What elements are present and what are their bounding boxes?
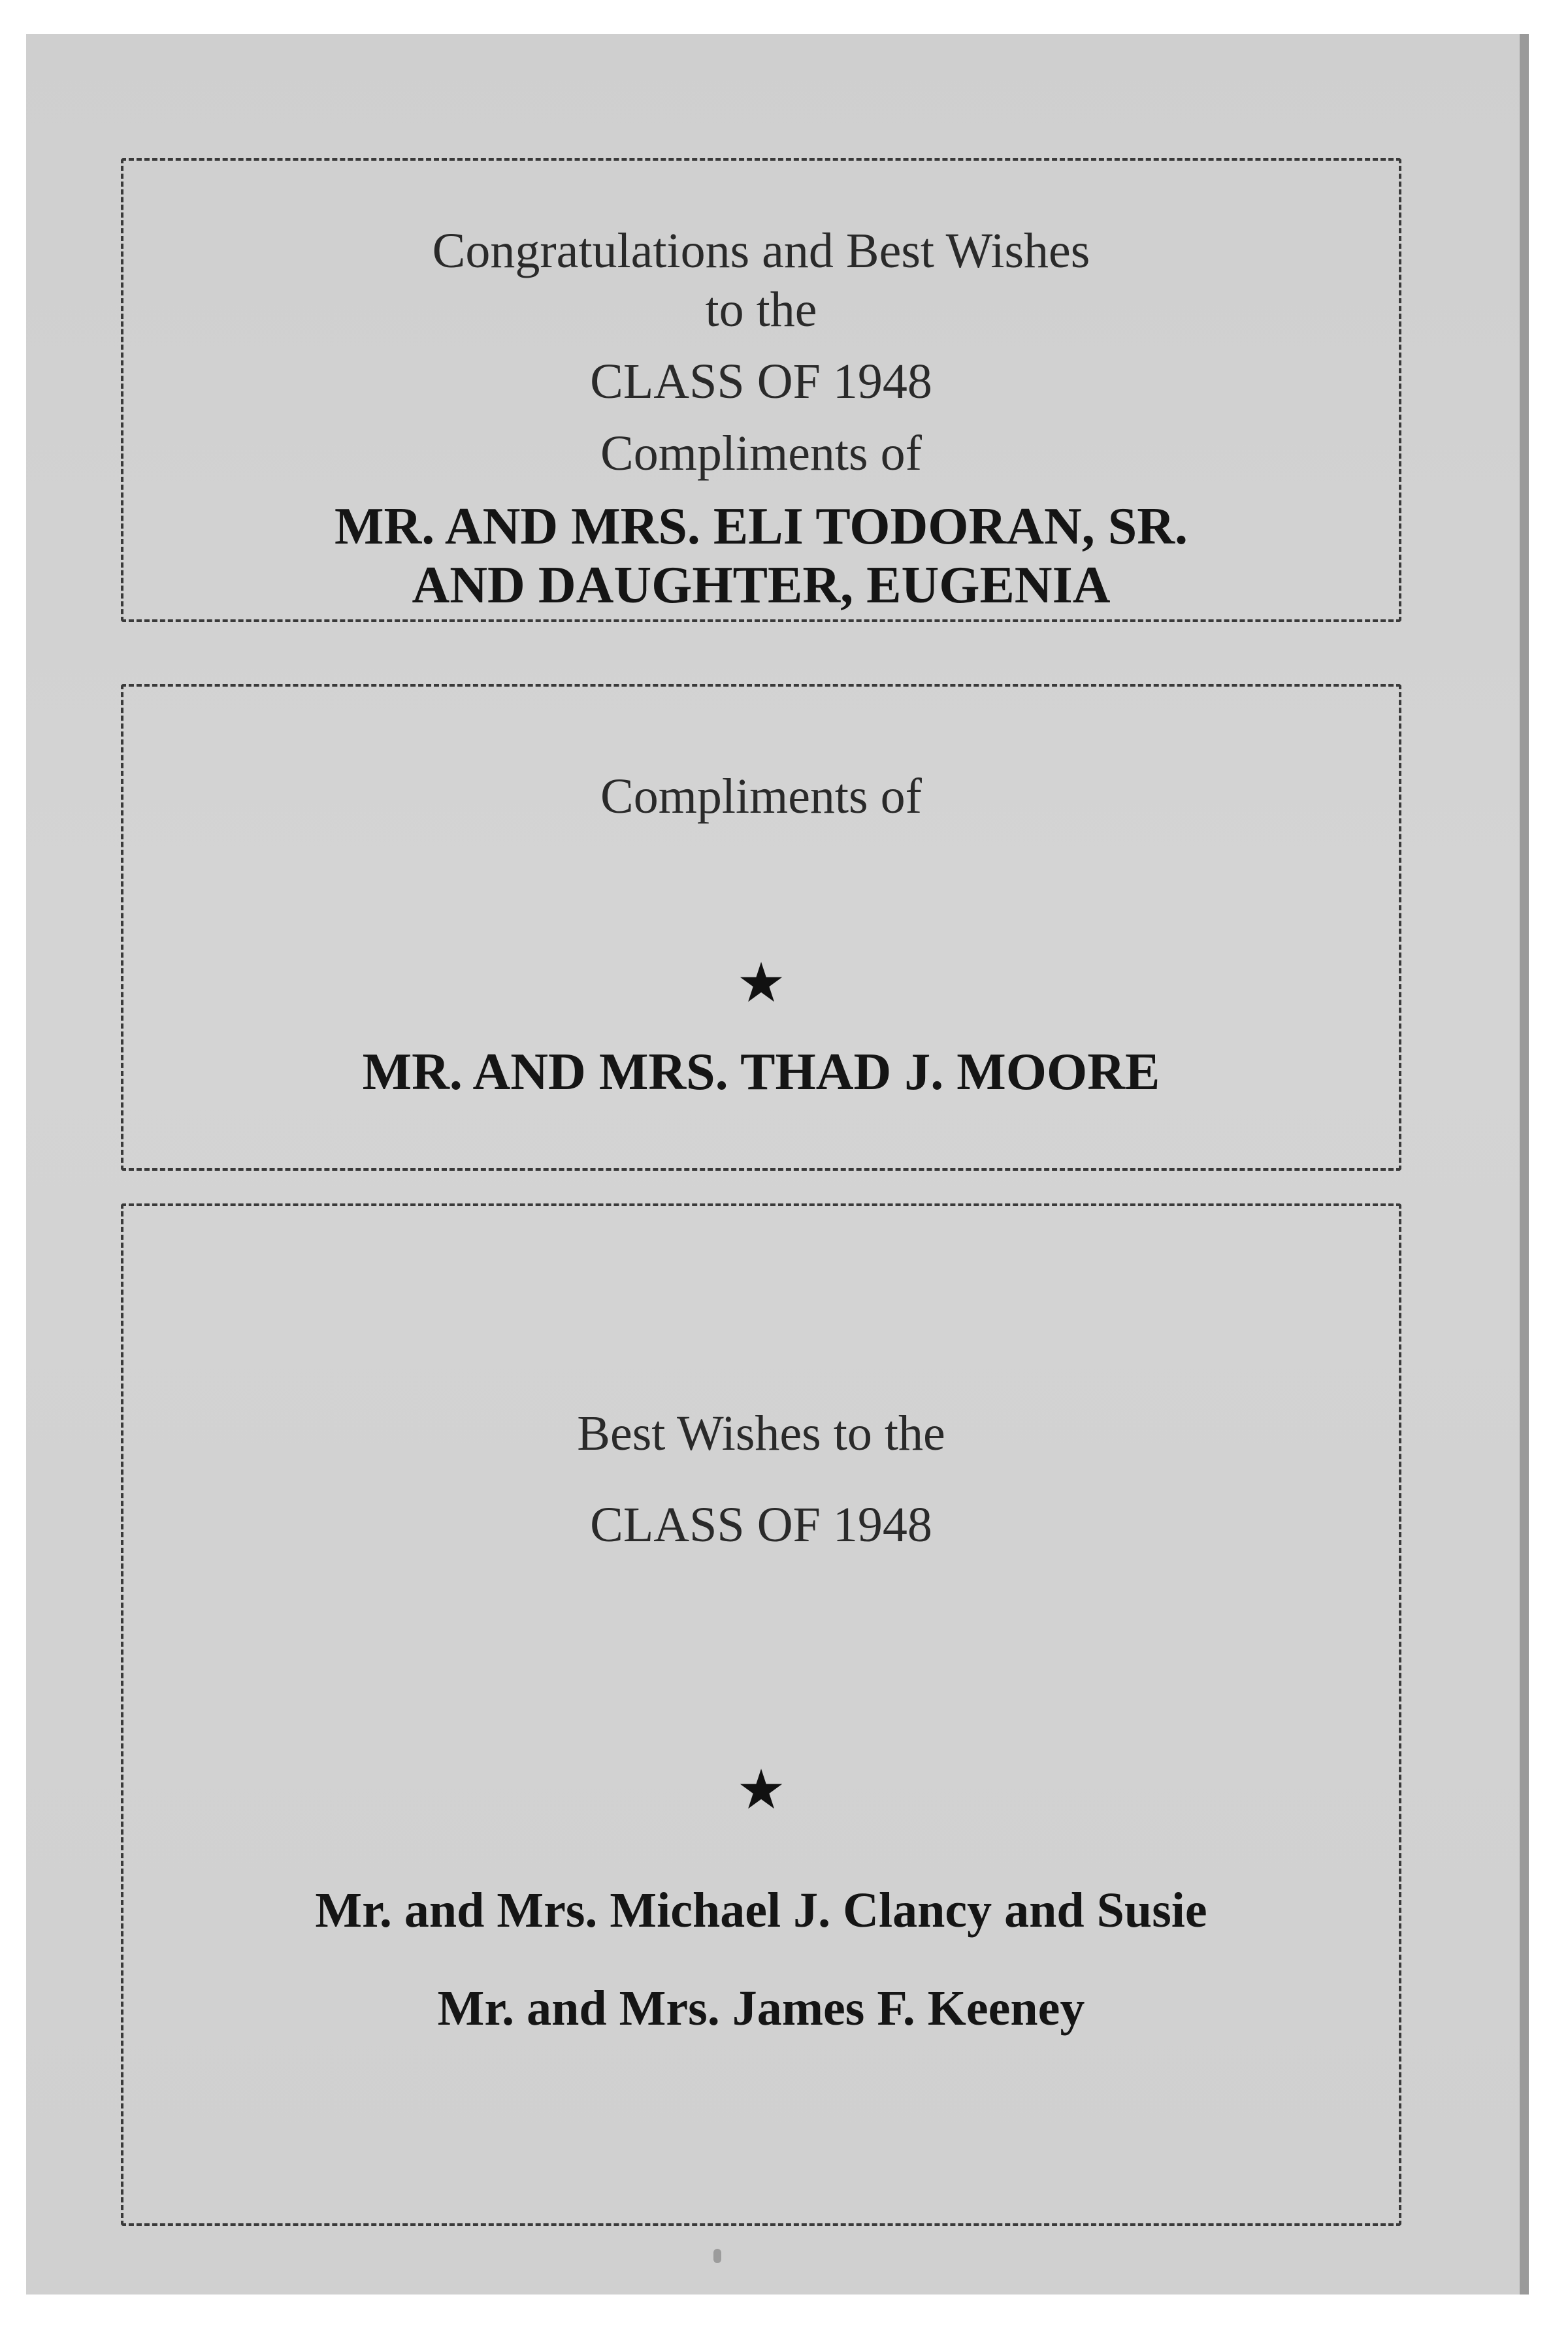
star-icon-glyph: ★ bbox=[736, 951, 786, 1015]
star-icon bbox=[123, 951, 1399, 1015]
ad-todoran bbox=[121, 158, 1401, 622]
scanned-page bbox=[26, 34, 1529, 2295]
ad-keeney-sponsor: Mr. and Mrs. James F. Keeney bbox=[437, 1981, 1085, 2036]
ad-moore bbox=[121, 684, 1401, 1171]
ad-clancy-sponsor: Mr. and Mrs. Michael J. Clancy and Susie bbox=[315, 1883, 1207, 1938]
ink-speck bbox=[713, 2249, 721, 2263]
ad-todoran-greeting: Congratulations and Best Wishes bbox=[432, 223, 1090, 278]
ad-clancy-keeney bbox=[121, 1203, 1401, 2226]
ad-todoran-sponsor-family: AND DAUGHTER, EUGENIA bbox=[412, 557, 1111, 614]
ad-moore-compliments: Compliments of bbox=[600, 769, 922, 824]
ad-clancy-class: CLASS OF 1948 bbox=[590, 1497, 932, 1552]
ad-moore-sponsor: MR. AND MRS. THAD J. MOORE bbox=[362, 1043, 1160, 1101]
ad-todoran-compliments: Compliments of bbox=[600, 426, 922, 481]
ad-todoran-class: CLASS OF 1948 bbox=[590, 354, 932, 409]
scan-edge-right bbox=[1520, 34, 1529, 2295]
star-icon-glyph: ★ bbox=[736, 1757, 786, 1821]
ad-todoran-sponsor: MR. AND MRS. ELI TODORAN, SR. bbox=[334, 498, 1188, 555]
ad-clancy-greeting: Best Wishes to the bbox=[577, 1406, 945, 1461]
star-icon bbox=[123, 1757, 1399, 1822]
ad-todoran-to-the: to the bbox=[705, 282, 817, 337]
